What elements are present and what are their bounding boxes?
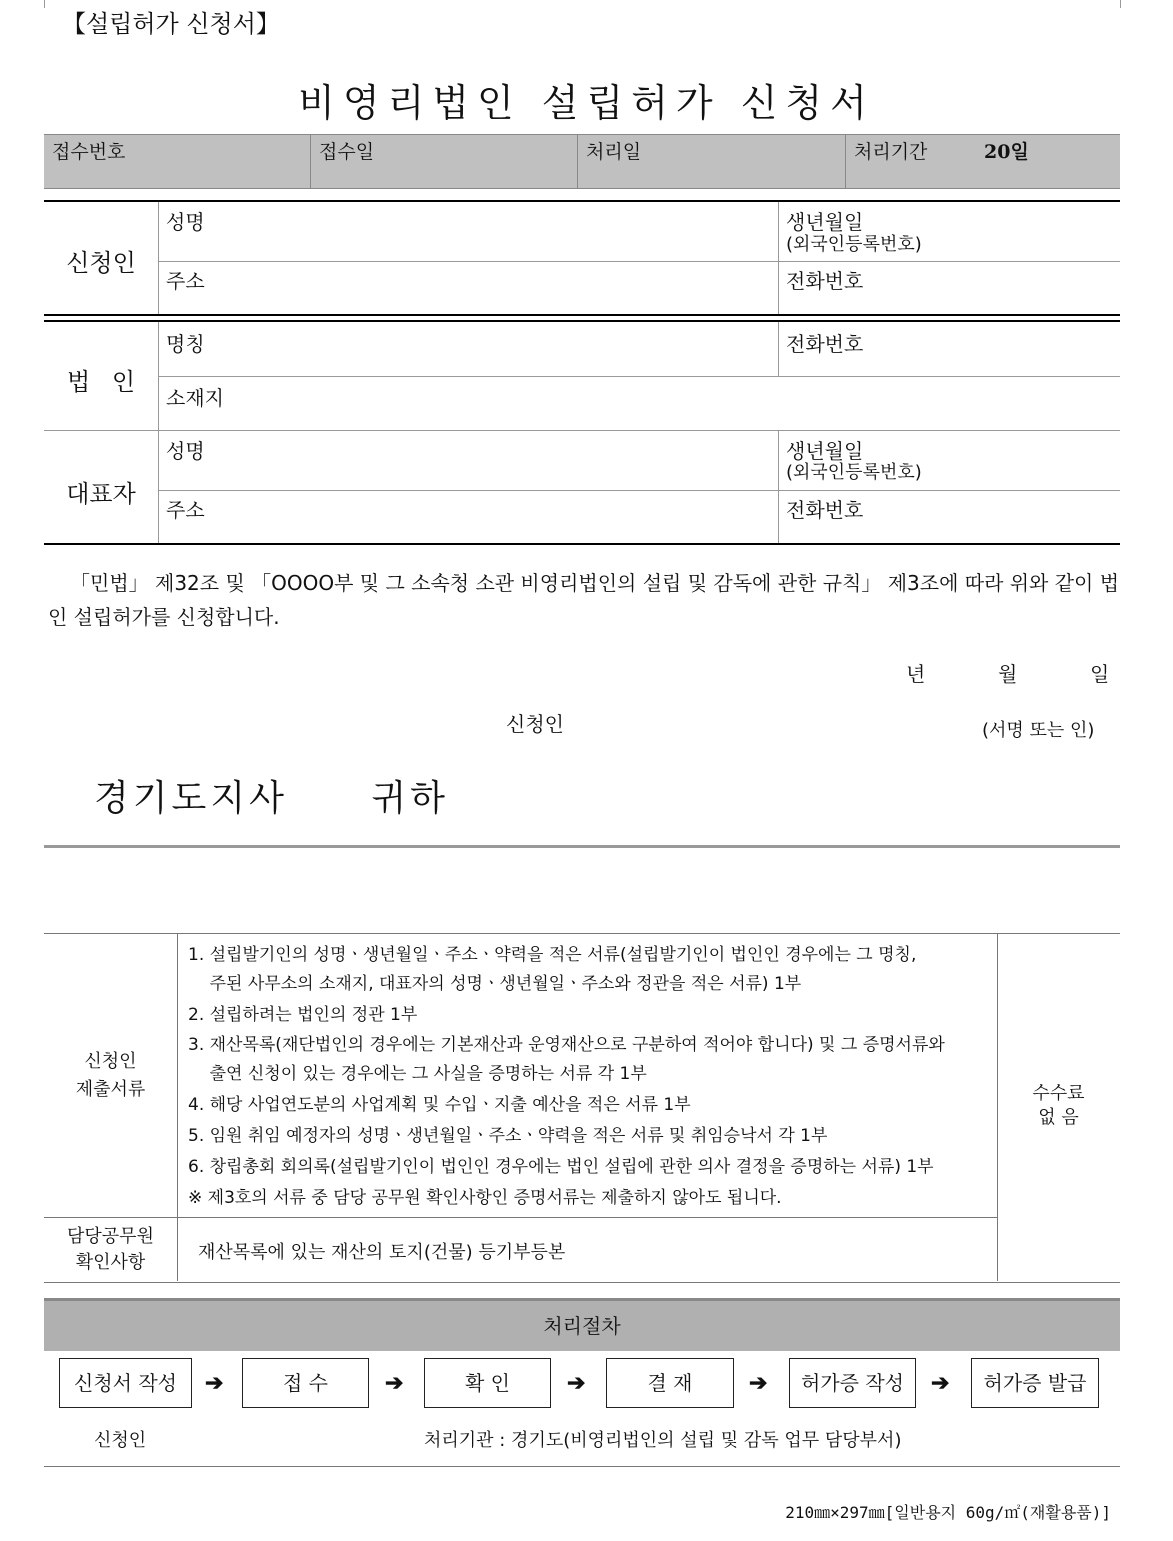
receipt-number-label: 접수번호 xyxy=(52,141,126,163)
step-approval: 결 재 xyxy=(606,1358,734,1408)
divider xyxy=(44,430,1120,431)
applicant-name-field[interactable]: 성명 xyxy=(166,210,205,234)
applicant-phone-field[interactable]: 전화번호 xyxy=(786,269,864,293)
application-statement: 「민법」 제32조 및 「OOOO부 및 그 소속청 소관 비영리법인의 설립 및 감독에 관한 규칙」 제3조에 따라 위와 같이 법인 설립허가를 신청합니다. xyxy=(48,571,1120,629)
receipt-date-field[interactable] xyxy=(311,135,578,188)
arrow-right-icon: ➔ xyxy=(385,1370,404,1396)
date-year-label: 년 xyxy=(906,662,926,686)
step-write-application: 신청서 작성 xyxy=(59,1358,192,1408)
addressee-name: 경기도지사 xyxy=(94,778,288,819)
process-period-value: 20일 xyxy=(984,141,1029,163)
corporation-name-field[interactable]: 명칭 xyxy=(166,332,205,356)
corporation-section-label: 법 인 xyxy=(67,368,135,396)
document-item: 2. 설립하려는 법인의 정관 1부 xyxy=(188,1005,418,1025)
fee-info xyxy=(997,1082,1120,1130)
process-date-field[interactable] xyxy=(578,135,846,188)
arrow-right-icon: ➔ xyxy=(205,1370,224,1396)
document-item: 3. 재산목록(재단법인의 경우에는 기본재산과 운영재산으로 구분하여 적어야 합니다) 및 그 증명서류와 xyxy=(188,1035,945,1055)
representative-address-field[interactable]: 주소 xyxy=(166,498,205,522)
representative-phone-field[interactable]: 전화번호 xyxy=(786,498,864,522)
representative-birth-field[interactable]: 생년월일 xyxy=(786,439,864,463)
process-date-label: 처리일 xyxy=(586,141,642,163)
date-month-label: 월 xyxy=(998,662,1018,686)
divider xyxy=(778,202,779,314)
representative-name-field[interactable]: 성명 xyxy=(166,439,205,463)
process-period-field xyxy=(846,135,1120,188)
official-check-label xyxy=(44,1224,177,1276)
receipt-date-label: 접수일 xyxy=(319,141,375,163)
procedure-applicant: 신청인 xyxy=(94,1430,147,1451)
process-period-label: 처리기간 xyxy=(854,141,928,163)
document-item: 주된 사무소의 소재지, 대표자의 성명ㆍ생년월일ㆍ주소와 정관을 적은 서류) 1부 xyxy=(188,974,802,994)
divider xyxy=(159,490,1120,491)
divider xyxy=(177,933,178,1281)
documents-label xyxy=(44,1048,177,1104)
signature-field[interactable]: (서명 또는 인) xyxy=(982,720,1095,741)
divider xyxy=(44,314,1120,316)
divider xyxy=(44,1466,1120,1467)
step-issue-permit: 허가증 발급 xyxy=(971,1358,1099,1408)
divider xyxy=(158,202,159,314)
receipt-number-field[interactable] xyxy=(44,135,311,188)
documents-label-line1: 신청인 xyxy=(84,1051,137,1072)
applicant-section-label: 신청인 xyxy=(66,249,136,277)
official-check-text: 재산목록에 있는 재산의 토지(건물) 등기부등본 xyxy=(198,1242,566,1263)
fee-label: 수수료 xyxy=(1032,1083,1085,1104)
divider xyxy=(778,322,779,376)
signature-applicant-label: 신청인 xyxy=(506,712,564,736)
addressee-suffix: 귀하 xyxy=(371,778,449,819)
divider xyxy=(44,1217,997,1218)
applicant-address-field[interactable]: 주소 xyxy=(166,269,205,293)
applicant-birth-sub: (외국인등록번호) xyxy=(786,234,922,255)
divider xyxy=(44,845,1120,848)
fee-value: 없 음 xyxy=(1038,1107,1079,1128)
divider xyxy=(44,320,1120,322)
procedure-title: 처리절차 xyxy=(44,1298,1120,1351)
document-item: 5. 임원 취임 예정자의 성명ㆍ생년월일ㆍ주소ㆍ약력을 적은 서류 및 취임승낙서 각 1부 xyxy=(188,1126,828,1146)
date-day-label: 일 xyxy=(1090,662,1110,686)
applicant-birth-field[interactable]: 생년월일 xyxy=(786,210,864,234)
paper-spec-footer: 210㎜×297㎜[일반용지 60g/㎡(재활용품)] xyxy=(785,1503,1111,1522)
document-item: 6. 창립총회 회의록(설립발기인이 법인인 경우에는 법인 설립에 관한 의사 결정을 증명하는 서류) 1부 xyxy=(188,1157,934,1177)
corporation-location-field[interactable]: 소재지 xyxy=(166,386,224,410)
document-item: 4. 해당 사업연도분의 사업계획 및 수입ㆍ지출 예산을 적은 서류 1부 xyxy=(188,1095,691,1115)
addressee xyxy=(94,770,449,821)
step-confirm: 확 인 xyxy=(424,1358,551,1408)
representative-section-label: 대표자 xyxy=(66,480,136,508)
official-check-line2: 확인사항 xyxy=(75,1252,146,1273)
divider xyxy=(44,200,1120,202)
page-title: 비영리법인 설립허가 신청서 xyxy=(298,81,875,125)
divider xyxy=(44,543,1120,545)
document-item: 1. 설립발기인의 성명ㆍ생년월일ㆍ주소ㆍ약력을 적은 서류(설립발기인이 법인인 경우에는 그 명칭, xyxy=(188,945,917,965)
documents-label-line2: 제출서류 xyxy=(75,1079,146,1100)
divider xyxy=(158,322,159,543)
representative-birth-sub: (외국인등록번호) xyxy=(786,462,922,483)
divider xyxy=(159,376,1120,377)
step-write-permit: 허가증 작성 xyxy=(789,1358,916,1408)
arrow-right-icon: ➔ xyxy=(931,1370,950,1396)
divider xyxy=(159,261,1120,262)
form-header-title: 【설립허가 신청서】 xyxy=(62,10,280,38)
document-item: 출연 신청이 있는 경우에는 그 사실을 증명하는 서류 각 1부 xyxy=(188,1064,647,1084)
receipt-row xyxy=(44,134,1120,189)
procedure-agency: 처리기관 : 경기도(비영리법인의 설립 및 감독 업무 담당부서) xyxy=(424,1430,902,1451)
step-receipt: 접 수 xyxy=(242,1358,369,1408)
corporation-phone-field[interactable]: 전화번호 xyxy=(786,332,864,356)
arrow-right-icon: ➔ xyxy=(749,1370,768,1396)
arrow-right-icon: ➔ xyxy=(567,1370,586,1396)
divider xyxy=(778,431,779,543)
official-check-line1: 담당공무원 xyxy=(67,1226,154,1247)
document-note: ※ 제3호의 서류 중 담당 공무원 확인사항인 증명서류는 제출하지 않아도 됩니다. xyxy=(188,1188,782,1208)
